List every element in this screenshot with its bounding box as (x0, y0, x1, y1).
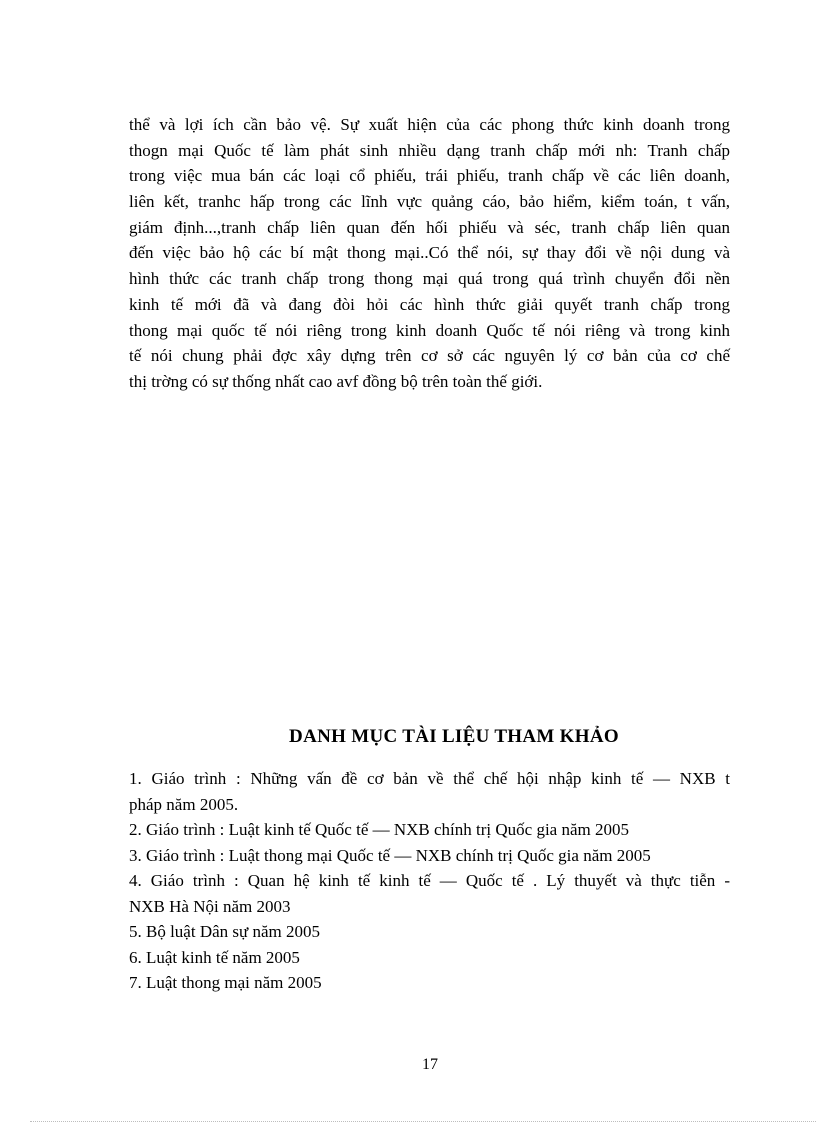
paragraph-line: thị trờng có sự thống nhất cao avf đồng bộ trên toàn thế giới. (129, 371, 543, 391)
reference-item: 4. Giáo trình : Quan hệ kinh tế kinh tế — Quốc tế . Lý thuyết và thực tiễn - (129, 871, 730, 890)
reference-list (129, 766, 730, 996)
paragraph-line: giám định...,tranh chấp liên quan đến hối phiếu và séc, tranh chấp liên quan (129, 217, 730, 237)
reference-item: 7. Luật thong mại năm 2005 (129, 973, 322, 992)
paragraph-line: thogn mại Quốc tế làm phát sinh nhiều dạng tranh chấp mới nh: Tranh chấp (129, 140, 730, 160)
reference-item: 5. Bộ luật Dân sự năm 2005 (129, 922, 321, 941)
paragraph-line: tế nói chung phải đợc xây dựng trên cơ sở các nguyên lý cơ bản của cơ chế (129, 346, 730, 366)
reference-item-continuation: NXB Hà Nội năm 2003 (129, 896, 291, 916)
paragraph-line: hình thức các tranh chấp trong thong mại quá trong quá trình chuyển đổi nền (129, 269, 730, 289)
paragraph-line: đến việc bảo hộ các bí mật thong mại..Có thể nói, sự thay đổi về nội dung và (129, 243, 730, 263)
page-number: 17 (422, 1056, 438, 1073)
paragraph-line: thong mại quốc tế nói riêng trong kinh doanh Quốc tế nói riêng và trong kinh (129, 320, 730, 340)
reference-item: 1. Giáo trình : Những vấn đề cơ bản về thể chế hội nhập kinh tế — NXB t (129, 769, 730, 788)
paragraph-line: trong việc mua bán các loại cổ phiếu, trái phiếu, tranh chấp về các liên doanh, (129, 166, 730, 186)
references-heading: DANH MỤC TÀI LIỆU THAM KHẢO (289, 726, 619, 747)
paragraph-line: liên kết, tranhc hấp trong các lĩnh vực quảng cáo, bảo hiểm, kiểm toán, t vấn, (129, 192, 730, 212)
paragraph-line: thể và lợi ích cần bảo vệ. Sự xuất hiện của các phong thức kinh doanh trong (129, 115, 730, 134)
reference-item: 6. Luật kinh tế năm 2005 (129, 947, 300, 967)
reference-item: 3. Giáo trình : Luật thong mại Quốc tế — NXB chính trị Quốc gia năm 2005 (129, 845, 651, 865)
reference-item-continuation: pháp năm 2005. (129, 794, 239, 814)
paragraph-line: kinh tế mới đã và đang đòi hỏi các hình thức giải quyết tranh chấp trong (129, 294, 730, 314)
reference-item: 2. Giáo trình : Luật kinh tế Quốc tế — NXB chính trị Quốc gia năm 2005 (129, 820, 629, 839)
body-paragraph (129, 112, 730, 395)
